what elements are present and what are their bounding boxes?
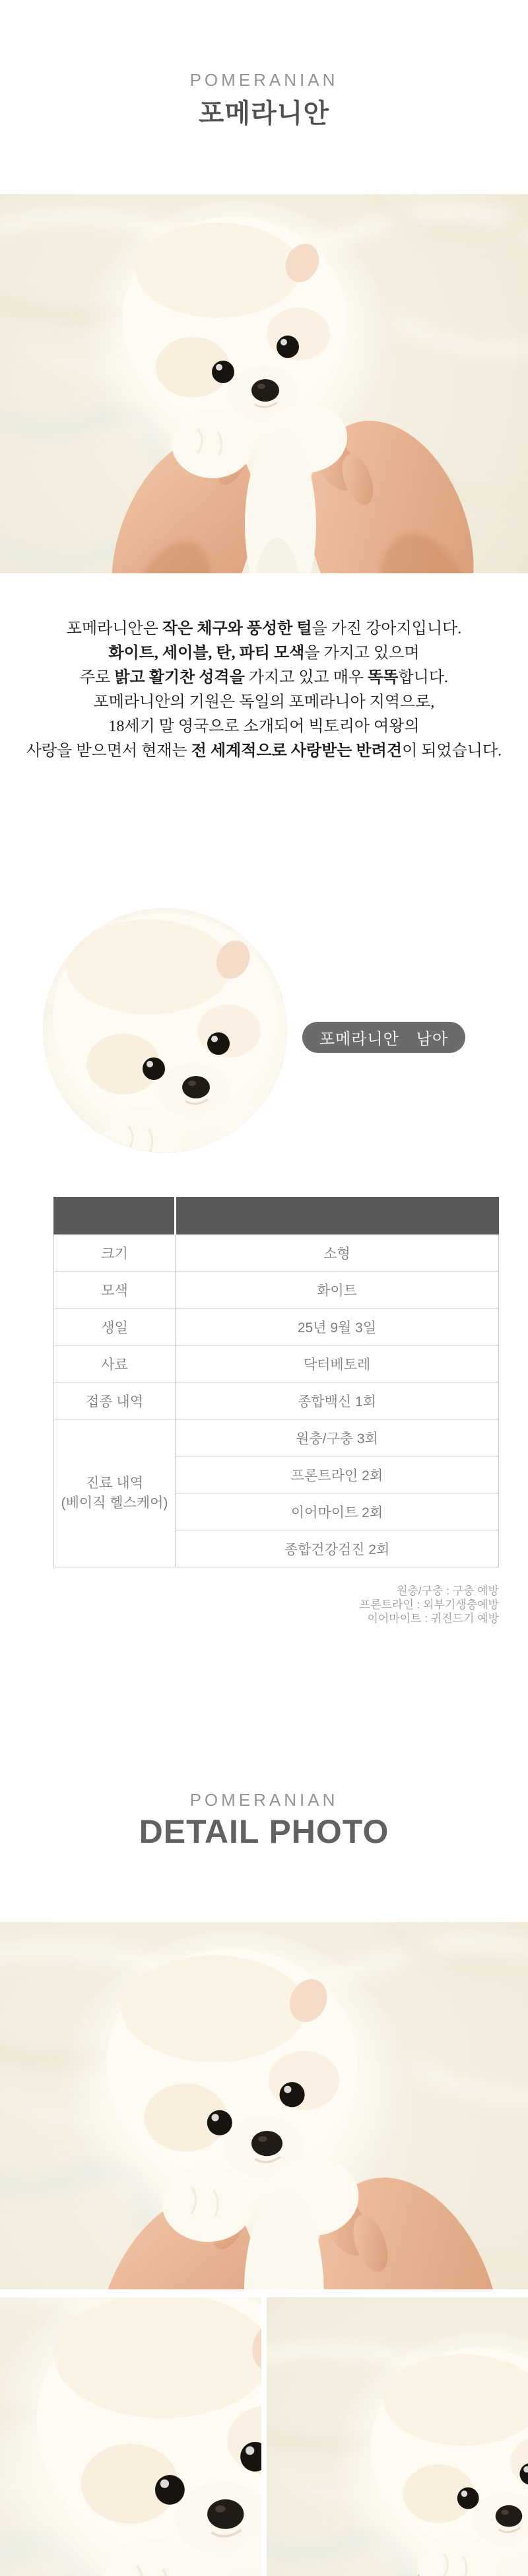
row-value: 25년 9월 3일 [176, 1308, 499, 1345]
intro-line: 주로 밝고 활기찬 성격을 가지고 있고 매우 똑똑합니다. [79, 669, 449, 686]
profile-photo-circle [43, 908, 287, 1153]
footnote-line: 원충/구충 : 구충 예방 [397, 1585, 499, 1597]
table-row [54, 1345, 499, 1382]
intro-line: 18세기 말 영국으로 소개되어 빅토리아 여왕의 [108, 718, 420, 735]
footnote-line: 프론트라인 : 외부기생충예방 [359, 1598, 499, 1611]
row-label: 모색 [54, 1271, 176, 1308]
care-label-line1: 진료 내역 [86, 1475, 143, 1491]
grid-photo-right [267, 2297, 528, 2576]
puppy-closeup-illustration [0, 2297, 261, 2576]
breed-eyebrow: POMERANIAN [189, 70, 339, 90]
intro-line: 사랑을 받으면서 현재는 전 세계적으로 사랑받는 반려견이 되었습니다. [26, 742, 502, 760]
puppy-face-illustration [43, 908, 287, 1153]
row-value: 이어마이트 2회 [176, 1493, 499, 1530]
table-row [54, 1308, 499, 1345]
breed-sex-badge [302, 1022, 465, 1053]
row-label: 생일 [54, 1308, 176, 1345]
care-row-label [54, 1419, 176, 1567]
intro-paragraph [0, 617, 528, 764]
row-value: 종합건강검진 2회 [176, 1530, 499, 1567]
row-label: 접종 내역 [54, 1382, 176, 1419]
table-header-label-cell [54, 1198, 176, 1234]
grid-photo-left [0, 2297, 261, 2576]
badge-sex: 남아 [416, 1030, 449, 1048]
table-row [54, 1234, 499, 1271]
puppy-illustration [0, 1922, 528, 2289]
care-label-line2: (베이직 헬스케어) [61, 1495, 168, 1511]
table-row [54, 1271, 499, 1308]
hero-photo [0, 194, 528, 573]
intro-line: 포메라니안은 작은 체구와 풍성한 털을 가진 강아지입니다. [66, 620, 462, 637]
row-value: 소형 [176, 1234, 499, 1271]
row-value: 종합백신 1회 [176, 1382, 499, 1419]
care-footnotes [360, 1584, 499, 1626]
table-row [54, 1419, 499, 1456]
row-value: 프론트라인 2회 [176, 1456, 499, 1493]
table-header-row [54, 1198, 499, 1234]
row-value: 닥터베토레 [176, 1345, 499, 1382]
puppy-illustration [0, 194, 528, 573]
row-label: 크기 [54, 1234, 176, 1271]
info-table [53, 1197, 499, 1567]
intro-line: 화이트, 세이블, 탄, 파티 모색을 가지고 있으며 [108, 645, 420, 662]
row-label: 사료 [54, 1345, 176, 1382]
footnote-line: 이어마이트 : 귀진드기 예방 [367, 1612, 499, 1625]
puppy-closeup-illustration [267, 2297, 528, 2576]
row-value: 화이트 [176, 1271, 499, 1308]
detail-eyebrow: POMERANIAN [189, 1790, 339, 1810]
badge-breed: 포메라니안 [319, 1030, 399, 1048]
table-row [54, 1382, 499, 1419]
table-header-value-cell [176, 1198, 499, 1234]
page-title: 포메라니안 [198, 99, 330, 128]
row-value: 원충/구충 3회 [176, 1419, 499, 1456]
detail-title: DETAIL PHOTO [139, 1813, 389, 1850]
detail-photo [0, 1922, 528, 2289]
intro-line: 포메라니안의 기원은 독일의 포메라니아 지역으로, [93, 694, 435, 711]
